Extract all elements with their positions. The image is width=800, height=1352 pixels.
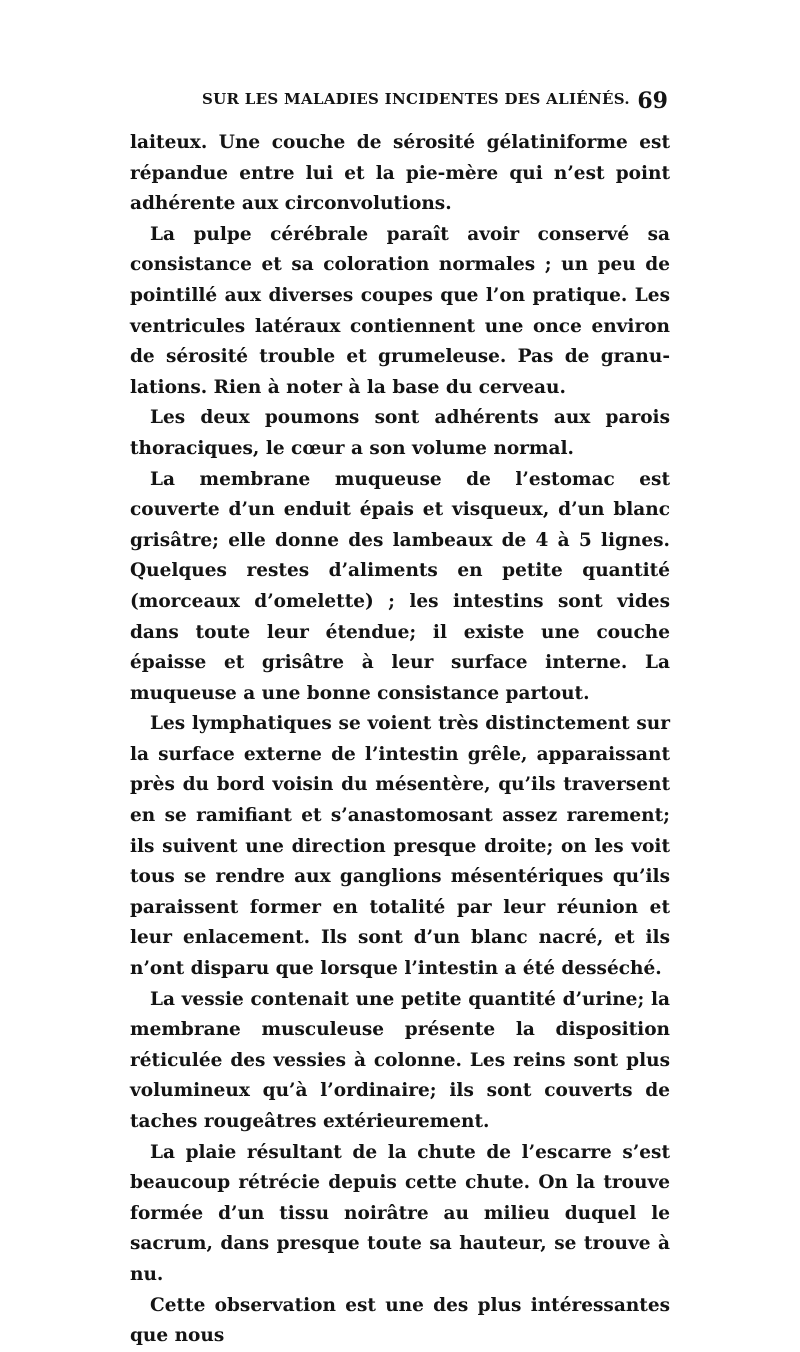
paragraph: Les deux poumons sont adhérents aux parois thoraciques, le cœur a son volume normal. — [130, 407, 670, 459]
page-number: 69 — [637, 88, 668, 114]
paragraph: La plaie résultant de la chute de l’escarre s’est beaucoup rétrécie depuis cette chute. On la trouve formée d’un tissu noirâtre au milieu duquel le sacrum, dans presque toute sa hauteur, se trouve à nu. — [130, 1141, 670, 1285]
paragraph: La membrane muqueuse de l’estomac est couverte d’un enduit épais et visqueux, d’un blanc grisâtre; elle donne des lambeaux de 4 à 5 lignes. Quelques restes d’aliments en petite quantité (morceaux d’omelette) ; les intestins sont vides dans toute leur étendue; il existe une couche épaisse et grisâtre à leur surface interne. La muqueuse a une bonne consistance partout. — [130, 468, 670, 704]
paragraph: La pulpe cérébrale paraît avoir conservé sa consistance et sa coloration normales ; un peu de pointillé aux diverses coupes que l’on pratique. Les ventricules latéraux contiennent une once environ de sérosité trouble et grumeleuse. Pas de granulations. Rien à noter à la base du cerveau. — [130, 223, 670, 398]
body-text — [130, 128, 670, 1352]
paragraph: laiteux. Une couche de sérosité gélatiniforme est répandue entre lui et la pie-mère qui n’est point adhérente aux circonvolutions. — [130, 132, 670, 215]
running-title: SUR LES MALADIES INCIDENTES DES ALIÉNÉS. — [202, 90, 630, 108]
paragraph: Cette observation est une des plus intéressantes que nous — [130, 1294, 670, 1347]
paragraph: Les lymphatiques se voient très distinctement sur la surface externe de l’intestin grêle, apparaissant près du bord voisin du mésentère, qu’ils traversent en se ramifiant et s’anastomosant assez rarement; ils suivent une direction presque droite; on les voit tous se rendre aux ganglions mésentériques qu’ils paraissent former en totalité par leur réunion et leur enlacement. Ils sont d’un blanc nacré, et ils n’ont disparu que lorsque l’intestin a été desséché. — [130, 713, 670, 980]
page-header — [130, 88, 670, 128]
paragraph: La vessie contenait une petite quantité d’urine; la membrane musculeuse présente la disposition réticulée des vessies à colonne. Les reins sont plus volumineux qu’à l’ordinaire; ils sont couverts de taches rougeâtres extérieurement. — [130, 988, 670, 1132]
book-page — [130, 88, 670, 1352]
